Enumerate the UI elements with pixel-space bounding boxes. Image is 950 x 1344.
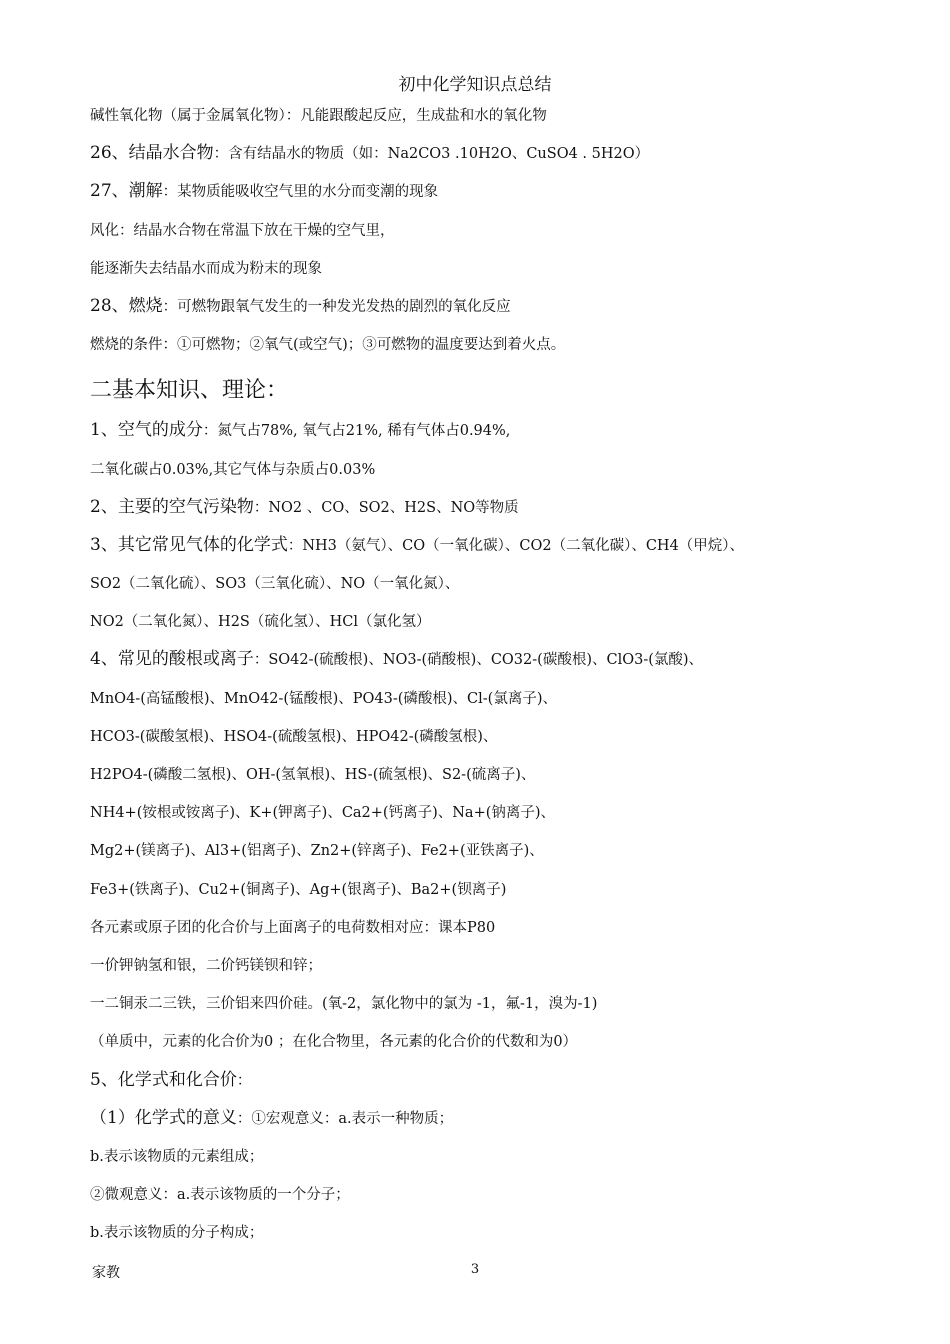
text-line bbox=[90, 291, 880, 329]
line-text: H2PO4-(磷酸二氢根)、OH-(氢氧根)、HS-(硫氢根)、S2-(硫离子)、 bbox=[90, 767, 536, 783]
text-line bbox=[90, 835, 880, 873]
line-text: ：①宏观意义：a.表示一种物质； bbox=[236, 1110, 454, 1127]
text-line bbox=[90, 683, 880, 721]
text-line bbox=[90, 100, 880, 138]
line-heading: 4、常见的酸根或离子 bbox=[90, 649, 254, 670]
line-text: 能逐渐失去结晶水而成为粉末的现象 bbox=[90, 260, 322, 277]
line-heading: 28、燃烧 bbox=[90, 295, 163, 316]
text-line bbox=[90, 215, 880, 253]
line-text: ：含有结晶水的物质（如：Na2CO3 .10H2O、CuSO4 . 5H2O） bbox=[213, 146, 650, 163]
text-line bbox=[90, 1141, 880, 1179]
line-text: 燃烧的条件：①可燃物；②氧气(或空气)；③可燃物的温度要达到着火点。 bbox=[90, 337, 566, 354]
text-line bbox=[90, 606, 880, 644]
line-text: MnO4-(高锰酸根)、MnO42-(锰酸根)、PO43-(磷酸根)、Cl-(氯离子)、 bbox=[90, 690, 558, 707]
text-line bbox=[90, 492, 880, 530]
line-heading: （1）化学式的意义 bbox=[90, 1107, 237, 1128]
line-text: ：氮气占78%, 氧气占21%, 稀有气体占0.94%, bbox=[202, 423, 511, 440]
text-line bbox=[90, 1026, 880, 1064]
line-text: ：SO42-(硫酸根)、NO3-(硝酸根)、CO32-(碳酸根)、ClO3-(氯酸)、 bbox=[253, 652, 704, 669]
line-text: ：某物质能吸收空气里的水分而变潮的现象 bbox=[162, 184, 439, 201]
text-line bbox=[90, 912, 880, 950]
text-line bbox=[90, 644, 880, 682]
text-line bbox=[90, 797, 880, 835]
text-line bbox=[90, 530, 880, 568]
line-text: 碱性氧化物（属于金属氧化物）：凡能跟酸起反应，生成盐和水的氧化物 bbox=[90, 108, 547, 124]
text-line bbox=[90, 721, 880, 759]
text-line bbox=[90, 759, 880, 797]
text-line bbox=[90, 415, 880, 453]
text-line bbox=[90, 1065, 880, 1103]
line-text: ：可燃物跟氧气发生的一种发光发热的剧烈的氧化反应 bbox=[162, 298, 511, 315]
line-text: 二氧化碳占0.03%,其它气体与杂质占0.03% bbox=[90, 461, 376, 478]
line-text: ： bbox=[236, 1072, 252, 1089]
section-heading: 二基本知识、理论： bbox=[90, 378, 289, 404]
line-text: NO2（二氧化氮）、H2S（硫化氢）、HCl（氯化氢） bbox=[90, 614, 431, 631]
line-heading: 26、结晶水合物 bbox=[90, 143, 214, 164]
page-number: 3 bbox=[470, 1262, 480, 1277]
document-body bbox=[90, 100, 880, 1255]
line-text: （单质中，元素的化合价为0 ；在化合物里，各元素的化合价的代数和为0） bbox=[90, 1034, 578, 1051]
line-text: ：NO2 、CO、SO2、H2S、NO等物质 bbox=[253, 499, 519, 516]
line-heading: 2、主要的空气污染物 bbox=[90, 496, 254, 517]
basic-knowledge-block bbox=[90, 415, 880, 1255]
line-text: 一二铜汞二三铁，三价铝来四价硅。(氧-2，氯化物中的氯为 -1，氟-1，溴为-1) bbox=[90, 996, 598, 1013]
text-line bbox=[90, 253, 880, 291]
text-line bbox=[90, 1103, 880, 1141]
line-text: Mg2+(镁离子)、Al3+(铝离子)、Zn2+(锌离子)、Fe2+(亚铁离子)、 bbox=[90, 843, 544, 860]
line-text: b.表示该物质的元素组成； bbox=[90, 1148, 264, 1165]
line-heading: 27、潮解 bbox=[90, 181, 163, 202]
text-line bbox=[90, 568, 880, 606]
line-text: 各元素或原子团的化合价与上面离子的电荷数相对应：课本P80 bbox=[90, 919, 496, 936]
line-text: b.表示该物质的分子构成； bbox=[90, 1225, 264, 1242]
text-line bbox=[90, 874, 880, 912]
line-text: SO2（二氧化硫）、SO3（三氧化硫）、NO（一氧化氮）、 bbox=[90, 576, 460, 593]
line-text: NH4+(铵根或铵离子)、K+(钾离子)、Ca2+(钙离子)、Na+(钠离子)、 bbox=[90, 805, 556, 822]
line-text: 一价钾钠氢和银，二价钙镁钡和锌； bbox=[90, 957, 322, 974]
line-text: HCO3-(碳酸氢根)、HSO4-(硫酸氢根)、HPO42-(磷酸氢根)、 bbox=[90, 728, 498, 745]
page-title: 初中化学知识点总结 bbox=[398, 75, 552, 95]
text-line bbox=[90, 176, 880, 214]
text-line bbox=[90, 950, 880, 988]
line-text: Fe3+(铁离子)、Cu2+(铜离子)、Ag+(银离子)、Ba2+(钡离子) bbox=[90, 881, 507, 898]
text-line bbox=[90, 138, 880, 176]
line-heading: 5、化学式和化合价 bbox=[90, 1069, 237, 1090]
text-line bbox=[90, 1217, 880, 1255]
line-heading: 3、其它常见气体的化学式 bbox=[90, 534, 288, 555]
line-text: 风化：结晶水合物在常温下放在干燥的空气里， bbox=[90, 222, 395, 239]
text-line bbox=[90, 454, 880, 492]
text-line bbox=[90, 1179, 880, 1217]
line-heading: 1、空气的成分 bbox=[90, 420, 203, 441]
footer-label: 家教 bbox=[92, 1265, 120, 1281]
text-line bbox=[90, 988, 880, 1026]
text-line bbox=[90, 329, 880, 367]
line-text: ②微观意义：a.表示该物质的一个分子； bbox=[90, 1187, 350, 1204]
line-text: ：NH3（氨气）、CO（一氧化碳）、CO2（二氧化碳）、CH4（甲烷）、 bbox=[287, 537, 745, 554]
definitions-block bbox=[90, 100, 880, 367]
